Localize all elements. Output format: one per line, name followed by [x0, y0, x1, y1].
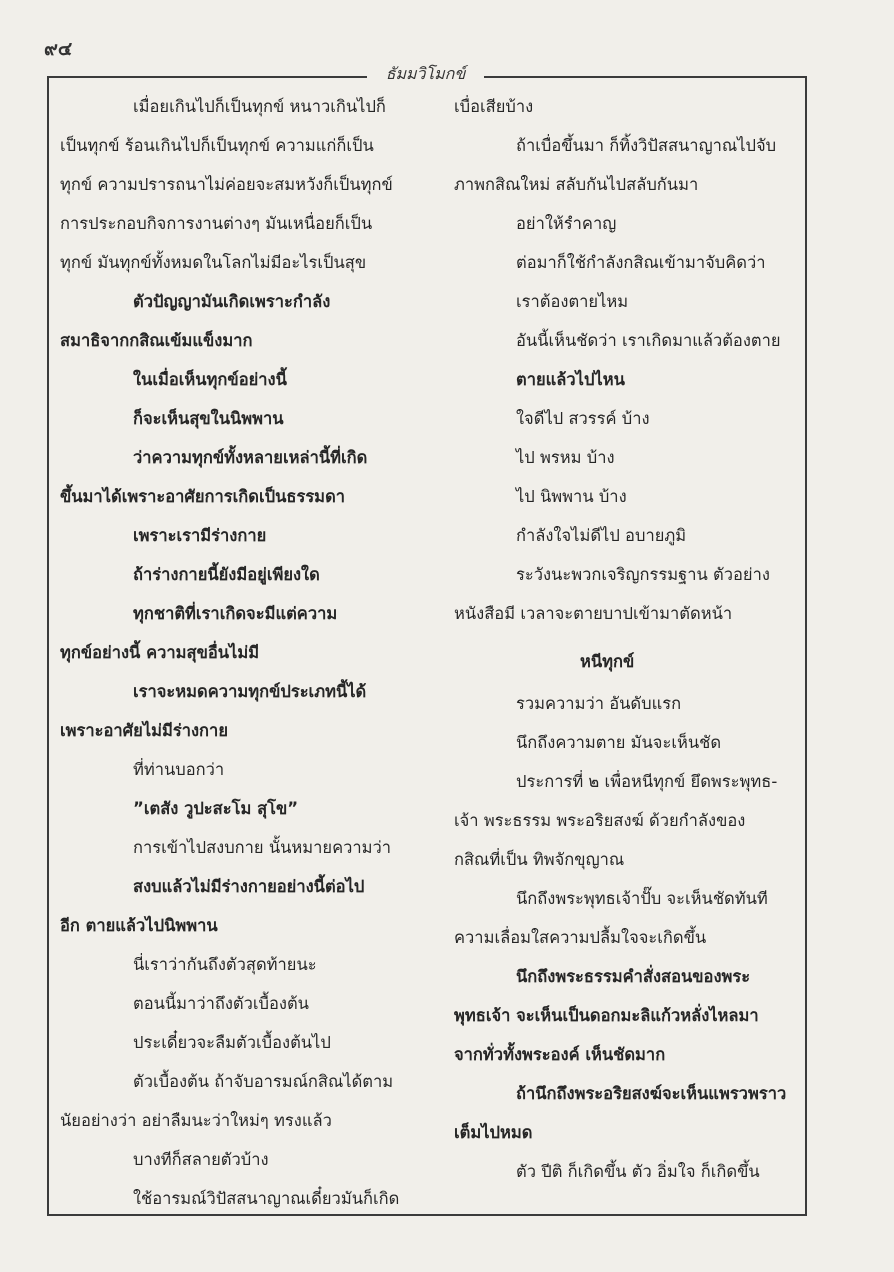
text-line: ขึ้นมาได้เพราะอาศัยการเกิดเป็นธรรมดา [60, 487, 346, 506]
text-line: นึกถึงความตาย มันจะเห็นชัด [516, 733, 722, 752]
text-line: เจ้า พระธรรม พระอริยสงฆ์ ด้วยกำลังของ [454, 811, 746, 830]
text-line: บางทีก็สลายตัวบ้าง [133, 1150, 269, 1169]
text-line: สงบแล้วไม่มีร่างกายอย่างนี้ต่อไป [133, 877, 365, 896]
text-line: ตัวปัญญามันเกิดเพราะกำลัง [133, 292, 331, 311]
text-line: เพราะเรามีร่างกาย [133, 526, 267, 545]
text-line: ไป นิพพาน บ้าง [516, 487, 627, 506]
text-line: ทุกข์ ความปรารถนาไม่ค่อยจะสมหวังก็เป็นทุกข์ [60, 175, 393, 194]
text-line: ทุกชาติที่เราเกิดจะมีแต่ความ [133, 604, 338, 623]
text-line: พุทธเจ้า จะเห็นเป็นดอกมะลิแก้วหลั่งไหลมา [454, 1006, 759, 1025]
text-line: ทุกข์อย่างนี้ ความสุขอื่นไม่มี [60, 643, 260, 662]
text-line: กสิณที่เป็น ทิพจักขุญาณ [454, 850, 625, 869]
text-line: ”เตสัง วูปะสะโม สุโข” [133, 799, 299, 818]
text-line: หนังสือมี เวลาจะตายบาปเข้ามาตัดหน้า [454, 604, 733, 623]
text-line: อันนี้เห็นชัดว่า เราเกิดมาแล้วต้องตาย [516, 331, 781, 350]
text-line: ไป พรหม บ้าง [516, 448, 615, 467]
text-line: ถ้านึกถึงพระอริยสงฆ์จะเห็นแพรวพราว [516, 1084, 787, 1103]
text-line: จากทั่วทั้งพระองค์ เห็นชัดมาก [454, 1045, 666, 1064]
text-line: เต็มไปหมด [454, 1123, 533, 1142]
text-line: ประการที่ ๒ เพื่อหนีทุกข์ ยึดพระพุทธ- [516, 772, 778, 791]
text-line: สมาธิจากกสิณเข้มแข็งมาก [60, 331, 253, 350]
text-line: นี่เราว่ากันถึงตัวสุดท้ายนะ [133, 955, 317, 974]
text-line: ตัวเบื้องต้น ถ้าจับอารมณ์กสิณได้ตาม [133, 1072, 394, 1091]
text-line: เราจะหมดความทุกข์ประเภทนี้ได้ [133, 682, 367, 701]
page-number: ๙๔ [44, 38, 73, 60]
text-line: อย่าให้รำคาญ [516, 214, 617, 233]
text-line: ความเลื่อมใสความปลื้มใจจะเกิดขึ้น [454, 928, 707, 947]
book-title: ธัมมวิโมกข์ [385, 64, 466, 83]
text-line: ระวังนะพวกเจริญกรรมฐาน ตัวอย่าง [516, 565, 770, 584]
text-line: นึกถึงพระพุทธเจ้าปั๊บ จะเห็นชัดทันที [516, 889, 768, 908]
text-line: อีก ตายแล้วไปนิพพาน [60, 916, 218, 935]
text-line: ถ้าร่างกายนี้ยังมีอยู่เพียงใด [133, 565, 320, 584]
text-line: ที่ท่านบอกว่า [133, 760, 225, 779]
text-line: นัยอย่างว่า อย่าลืมนะว่าใหม่ๆ ทรงแล้ว [60, 1111, 332, 1130]
text-line: การประกอบกิจการงานต่างๆ มันเหนื่อยก็เป็น [60, 214, 373, 233]
text-line: ตายแล้วไปไหน [516, 370, 625, 389]
text-line: ก็จะเห็นสุขในนิพพาน [133, 409, 284, 428]
text-line: ใช้อารมณ์วิปัสสนาญาณเดี๋ยวมันก็เกิด [133, 1189, 400, 1208]
section-heading: หนีทุกข์ [580, 652, 635, 671]
text-line: ภาพกสิณใหม่ สลับกันไปสลับกันมา [454, 175, 699, 194]
text-line: ตัว ปีติ ก็เกิดขึ้น ตัว อิ่มใจ ก็เกิดขึ้น [516, 1162, 760, 1181]
text-line: ถ้าเบื่อขึ้นมา ก็ทิ้งวิปัสสนาญาณไปจับ [516, 136, 777, 155]
text-line: ตอนนี้มาว่าถึงตัวเบื้องต้น [133, 994, 309, 1013]
text-line: เมื่อยเกินไปก็เป็นทุกข์ หนาวเกินไปก็ [133, 97, 386, 116]
text-line: ต่อมาก็ใช้กำลังกสิณเข้ามาจับคิดว่า [516, 253, 766, 272]
text-line: เพราะอาศัยไม่มีร่างกาย [60, 721, 228, 740]
text-line: ใจดีไป สวรรค์ บ้าง [516, 409, 650, 428]
text-line: เบื่อเสียบ้าง [454, 97, 534, 116]
text-line: กำลังใจไม่ดีไป อบายภูมิ [516, 526, 687, 545]
text-line: ทุกข์ มันทุกข์ทั้งหมดในโลกไม่มีอะไรเป็นสุข [60, 253, 367, 272]
text-line: การเข้าไปสงบกาย นั้นหมายความว่า [133, 838, 392, 857]
text-line: เราต้องตายไหม [516, 292, 629, 311]
text-line: ประเดี๋ยวจะลืมตัวเบื้องต้นไป [133, 1033, 331, 1052]
text-line: ว่าความทุกข์ทั้งหลายเหล่านี้ที่เกิด [133, 448, 368, 467]
text-line: รวมความว่า อันดับแรก [516, 694, 682, 713]
text-line: นึกถึงพระธรรมคำสั่งสอนของพระ [516, 967, 751, 986]
text-line: เป็นทุกข์ ร้อนเกินไปก็เป็นทุกข์ ความแก่ก็เป็น [60, 136, 374, 155]
text-line: ในเมื่อเห็นทุกข์อย่างนี้ [133, 370, 287, 389]
